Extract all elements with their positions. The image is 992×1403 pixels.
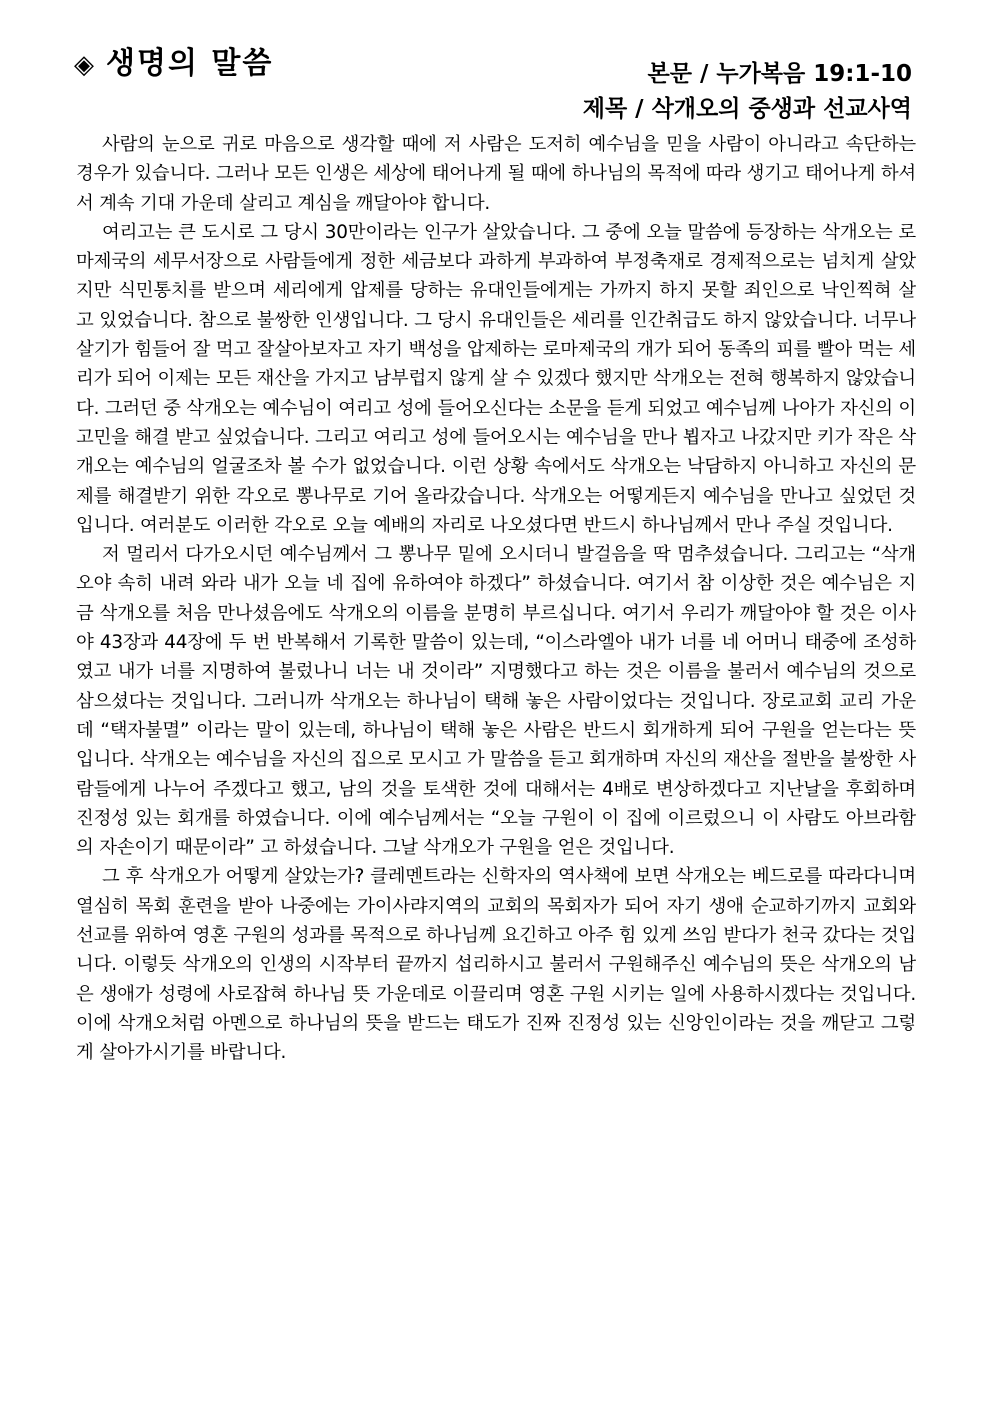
paragraph-2: 여리고는 큰 도시로 그 당시 30만이라는 인구가 살았습니다. 그 중에 오늘 말씀에 등장하는 삭개오는 로마제국의 세무서장으로 사람들에게 정한 세금보다 과하게 부과하여 부정축재로 경제적으로는 넘치게 살았지만 식민통치를 받으며 세리에게 압제를 당하는 유대인들에게는 가까지 하지 못할 죄인으로 낙인찍혀 살고 있었습니다. 참으로 불쌍한 인생입니다. 그 당시 유대인들은 세리를 인간취급도 하지 않았습니다. 너무나 살기가 힘들어 잘 먹고 잘살아보자고 자기 백성을 압제하는 로마제국의 개가 되어 동족의 피를 빨아 먹는 세리가 되어 이제는 모든 재산을 가지고 남부럽지 않게 살 수 있겠다 했지만 삭개오는 전혀 행복하지 않았습니다. 그러던 중 삭개오는 예수님이 여리고 성에 들어오신다는 소문을 듣게 되었고 예수님께 나아가 자신의 이 고민을 해결 받고 싶었습니다. 그리고 여리고 성에 들어오시는 예수님을 만나 뵙자고 나갔지만 키가 작은 삭개오는 예수님의 얼굴조차 볼 수가 없었습니다. 이런 상황 속에서도 삭개오는 낙담하지 아니하고 자신의 문제를 해결받기 위한 각오로 뽕나무로 기어 올라갔습니다. 삭개오는 어떻게든지 예수님을 만나고 싶었던 것입니다. 여러분도 이러한 각오로 오늘 예배의 자리로 나오셨다면 반드시 하나님께서 만나 주실 것입니다. [76,221,916,536]
sermon-subject: 제목 / 삭개오의 중생과 선교사역 [582,96,912,122]
sermon-body [76,130,916,1068]
page-title [74,38,273,82]
paragraph-4: 그 후 삭개오가 어떻게 살았는가? 클레멘트라는 신학자의 역사책에 보면 삭개오는 베드로를 따라다니며 열심히 목회 훈련을 받아 나중에는 가이사랴지역의 교회의 목회자가 되어 자기 생애 순교하기까지 교회와 선교를 위하여 영혼 구원의 성과를 목적으로 하나님께 요긴하고 아주 힘 있게 쓰임 받다가 천국 갔다는 것입니다. 이렇듯 삭개오의 인생의 시작부터 끝까지 섭리하시고 불러서 구원해주신 예수님의 뜻은 삭개오의 남은 생애가 성령에 사로잡혀 하나님 뜻 가운데로 이끌리며 영혼 구원 시키는 일에 사용하시겠다는 것입니다. 이에 삭개오처럼 아멘으로 하나님의 뜻을 받드는 태도가 진짜 진정성 있는 신앙인이라는 것을 깨닫고 그렇게 살아가시기를 바랍니다. [76,866,916,1064]
diamond-bullet-icon: ◈ [74,50,96,80]
paragraph-1: 사람의 눈으로 귀로 마음으로 생각할 때에 저 사람은 도저히 예수님을 믿을 사람이 아니라고 속단하는 경우가 있습니다. 그러나 모든 인생은 세상에 태어나게 될 때에 하나님의 목적에 따라 생기고 태어나게 하셔서 계속 기대 가운데 살리고 계심을 깨달아야 합니다. [76,134,916,214]
paragraph-3: 저 멀리서 다가오시던 예수님께서 그 뽕나무 밑에 오시더니 발걸음을 딱 멈추셨습니다. 그리고는 “삭개오야 속히 내려 와라 내가 오늘 네 집에 유하여야 하겠다” 하셨습니다. 여기서 참 이상한 것은 예수님은 지금 삭개오를 처음 만나셨음에도 삭개오의 이름을 분명히 부르십니다. 여기서 우리가 깨달아야 할 것은 이사야 43장과 44장에 두 번 반복해서 기록한 말씀이 있는데, “이스라엘아 내가 너를 네 어머니 태중에 조성하였고 내가 너를 지명하여 불렀나니 너는 내 것이라” 지명했다고 하는 것은 이름을 불러서 예수님의 것으로 삼으셨다는 것입니다. 그러니까 삭개오는 하나님이 택해 놓은 사람이었다는 것입니다. 장로교회 교리 가운데 “택자불멸” 이라는 말이 있는데, 하나님이 택해 놓은 사람은 반드시 회개하게 되어 구원을 얻는다는 뜻입니다. 삭개오는 예수님을 자신의 집으로 모시고 가 말씀을 듣고 회개하며 자신의 재산을 절반을 불쌍한 사람들에게 나누어 주겠다고 했고, 남의 것을 토색한 것에 대해서는 4배로 변상하겠다고 지난날을 후회하며 진정성 있는 회개를 하였습니다. 이에 예수님께서는 “오늘 구원이 이 집에 이르렀으니 이 사람도 아브라함의 자손이기 때문이라” 고 하셨습니다. 그날 삭개오가 구원을 얻은 것입니다. [76,544,916,859]
title-text: 생명의 말씀 [106,46,274,81]
scripture-reference: 본문 / 누가복음 19:1-10 [647,61,912,87]
